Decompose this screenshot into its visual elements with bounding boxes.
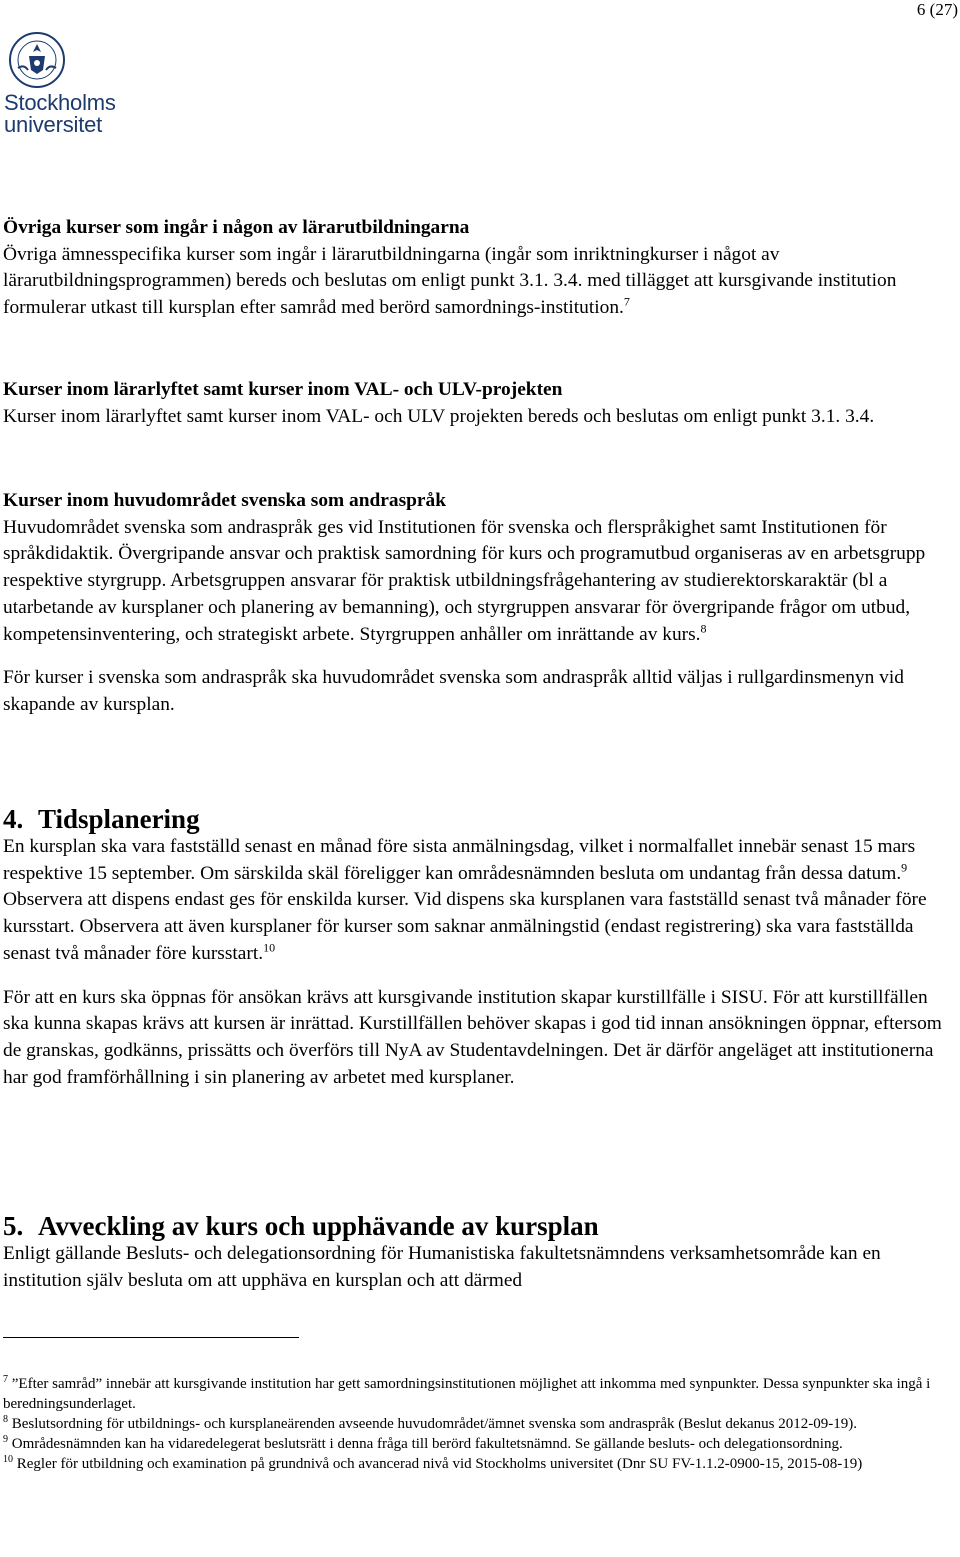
section-heading: Kurser inom huvudområdet svenska som andraspråk	[3, 490, 447, 511]
footnote-ref-7[interactable]: 7	[623, 294, 630, 309]
footnote-ref-8[interactable]: 8	[700, 621, 707, 636]
university-seal-icon	[4, 30, 70, 90]
section-lararlyftet	[3, 377, 953, 430]
footnote: $^8$ Beslutsordning för utbildnings- och kursplaneärenden avseende huvudområdet/ämnet svenska som andraspråk (Beslut dekanus 2012-09-19).	[3, 1414, 857, 1432]
logo-wordmark	[4, 92, 116, 136]
section-body: En kursplan ska vara fastställd senast en månad före sista anmälningsdag, vilket i normalfallet innebär senast 15 mars respektive 15 september. Om särskilda skäl föreligger kan områdesnämnden besluta om undantag från dessa datum.$^9$ Observera att dispens endast ges för enskilda kurser. Vid dispens ska kursplanen vara fastställd senast två månader före kursstart. Observera att även kursplaner för kurser som saknar anmälningstid (endast registrering) ska vara fastställda senast två månader före kursstart.$^{10}$	[3, 836, 927, 964]
footnote: $^{10}$ Regler för utbildning och examination på grundnivå och avancerad nivå vid Stockholms universitet (Dnr SU FV-1.1.2-0900-15, 2015-08-19)	[3, 1454, 863, 1472]
section-body-2: För att en kurs ska öppnas för ansökan krävs att kursgivande institution skapar kurstillfälle i SISU. För att kurstillfällen ska kunna skapas krävs att kursen är inrättad. Kurstillfällen behöver skapas i god tid innan ansökningen öppnar, eftersom de granskas, godkänns, prissätts och överförs till NyA av Studentavdelningen. Det är därför angeläget att institutionerna har god framförhållning i sin planering av arbetet med kursplaner.	[3, 986, 942, 1088]
section-svenska-andrasprak	[3, 488, 953, 719]
section-body: Kurser inom lärarlyftet samt kurser inom VAL- och ULV projekten bereds och beslutas om enligt punkt 3.1. 3.4.	[3, 405, 875, 427]
section-body: Övriga ämnesspecifika kurser som ingår i lärarutbildningarna (ingår som inriktningkurser i något av lärarutbildningsprogrammen) bereds och beslutas om enligt punkt 3.1. 3.4. med tillägget att kursgivande institution formulerar utkast till kursplan efter samråd med berörd samordnings-institution.$^7$	[3, 243, 897, 319]
section-body-2: För kurser i svenska som andraspråk ska huvudområdet svenska som andraspråk alltid väljas i rullgardinsmenyn vid skapande av kursplan.	[3, 667, 904, 715]
section-title: 5. Avveckling av kurs och upphävande av kursplan	[3, 1211, 599, 1241]
section-heading: Kurser inom lärarlyftet samt kurser inom VAL- och ULV-projekten	[3, 379, 563, 400]
section-body: Huvudområdet svenska som andraspråk ges vid Institutionen för svenska och flerspråkighet samt Institutionen för språkdidaktik. Övergripande ansvar och praktisk samordning för kurs och programutbud organiseras av en arbetsgrupp respektive styrgrupp. Arbetsgruppen ansvarar för praktisk utbildningsfrågehantering av studierektorskaraktär (bl a utarbetande av kursplaner och planering av bemanning), och styrgruppen ansvarar för övergripande frågor om utbud, kompetensinventering, och strategiskt arbete. Styrgruppen anhåller om inrättande av kurs.$^8$	[3, 516, 926, 645]
section-tidsplanering	[3, 804, 953, 1091]
university-logo	[4, 30, 124, 140]
section-avveckling	[3, 1211, 953, 1294]
footnote: $^9$ Områdesnämnden kan ha vidaredelegerat beslutsrätt i denna fråga till berörd fakultetsnämnd. Se gällande besluts- och delegationsordning.	[3, 1434, 843, 1452]
section-body: Enligt gällande Besluts- och delegationsordning för Humanistiska fakultetsnämndens verksamhetsområde kan en institution själv besluta om att upphäva en kursplan och att därmed	[3, 1243, 881, 1291]
section-ovriga-kurser	[3, 215, 953, 322]
footnotes	[3, 1374, 953, 1474]
footnote: $^7$ ”Efter samråd” innebär att kursgivande institution har gett samordningsinstitutionen möjlighet att inkomma med synpunkter. Dessa synpunkter ska ingå i beredningsunderlaget.	[3, 1374, 931, 1412]
footnote-ref-9[interactable]: 9	[901, 860, 908, 875]
page-number: 6 (27)	[916, 0, 958, 19]
logo-line-stockholms: Stockholms	[4, 90, 116, 115]
footnote-separator	[3, 1337, 299, 1338]
footnote-ref-10[interactable]: 10	[263, 940, 276, 955]
section-heading: Övriga kurser som ingår i någon av lärarutbildningarna	[3, 217, 470, 238]
section-title: 4. Tidsplanering	[3, 804, 200, 834]
logo-line-universitet: universitet	[4, 112, 103, 137]
